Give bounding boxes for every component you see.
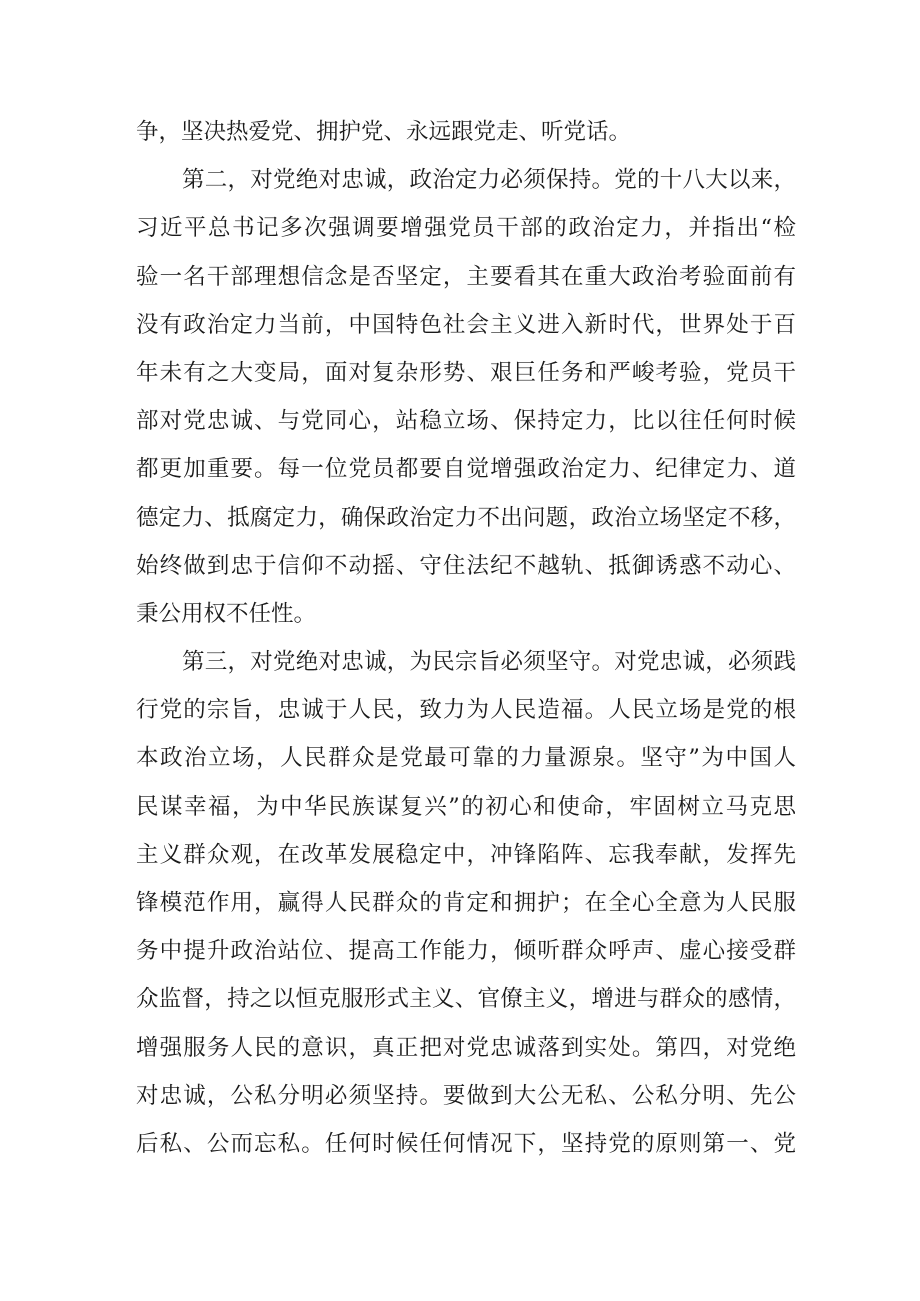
text-line: 增强服务人民的意识，真正把对党忠诚落到实处。第四，对党绝	[136, 1034, 796, 1061]
text-line: 秉公用权不任性。	[136, 600, 317, 627]
text-line: 没有政治定力当前，中国特色社会主义进入新时代，世界处于百	[136, 311, 796, 338]
text-line: 对忠诚，公私分明必须坚持。要做到大公无私、公私分明、先公	[136, 1082, 796, 1109]
text-line: 主义群众观，在改革发展稳定中，冲锋陷阵、忘我奉献，发挥先	[136, 841, 796, 868]
text-line: 务中提升政治站位、提高工作能力，倾听群众呼声、虚心接受群	[136, 938, 796, 965]
paragraph-2	[136, 156, 796, 638]
text-line: 本政治立场，人民群众是党最可靠的力量源泉。坚守”为中国人	[136, 745, 796, 772]
document-body	[136, 108, 796, 1168]
text-line: 验一名干部理想信念是否坚定，主要看其在重大政治考验面前有	[136, 263, 796, 290]
text-line: 都更加重要。每一位党员都要自觉增强政治定力、纪律定力、道	[136, 456, 796, 483]
text-line: 始终做到忠于信仰不动摇、守住法纪不越轨、抵御诱惑不动心、	[136, 552, 796, 579]
text-line: 锋模范作用，赢得人民群众的肯定和拥护；在全心全意为人民服	[136, 890, 796, 916]
paragraph-3	[136, 638, 796, 1168]
text-line: 争，坚决热爱党、拥护党、永远跟党走、听党话。	[136, 119, 632, 145]
text-line: 后私、公而忘私。任何时候任何情况下，坚持党的原则第一、党	[136, 1130, 796, 1157]
text-line: 部对党忠诚、与党同心，站稳立场、保持定力，比以往任何时候	[136, 408, 796, 435]
text-line: 第三，对党绝对忠诚，为民宗旨必须坚守。对党忠诚，必须践	[182, 649, 796, 676]
text-line: 年未有之大变局，面对复杂形势、艰巨任务和严峻考验，党员干	[136, 359, 796, 386]
text-line: 民谋幸福，为中华民族谋复兴”的初心和使命，牢固树立马克思	[136, 793, 796, 820]
text-line: 德定力、抵腐定力，确保政治定力不出问题，政治立场坚定不移，	[136, 504, 796, 531]
paragraph-1	[136, 108, 796, 156]
text-line: 众监督，持之以恒克服形式主义、官僚主义，增进与群众的感情，	[136, 986, 796, 1013]
text-line: 习近平总书记多次强调要增强党员干部的政治定力，并指出“检	[136, 215, 796, 242]
text-line: 第二，对党绝对忠诚，政治定力必须保持。党的十八大以来，	[182, 167, 796, 194]
text-line: 行党的宗旨，忠诚于人民，致力为人民造福。人民立场是党的根	[136, 697, 796, 724]
